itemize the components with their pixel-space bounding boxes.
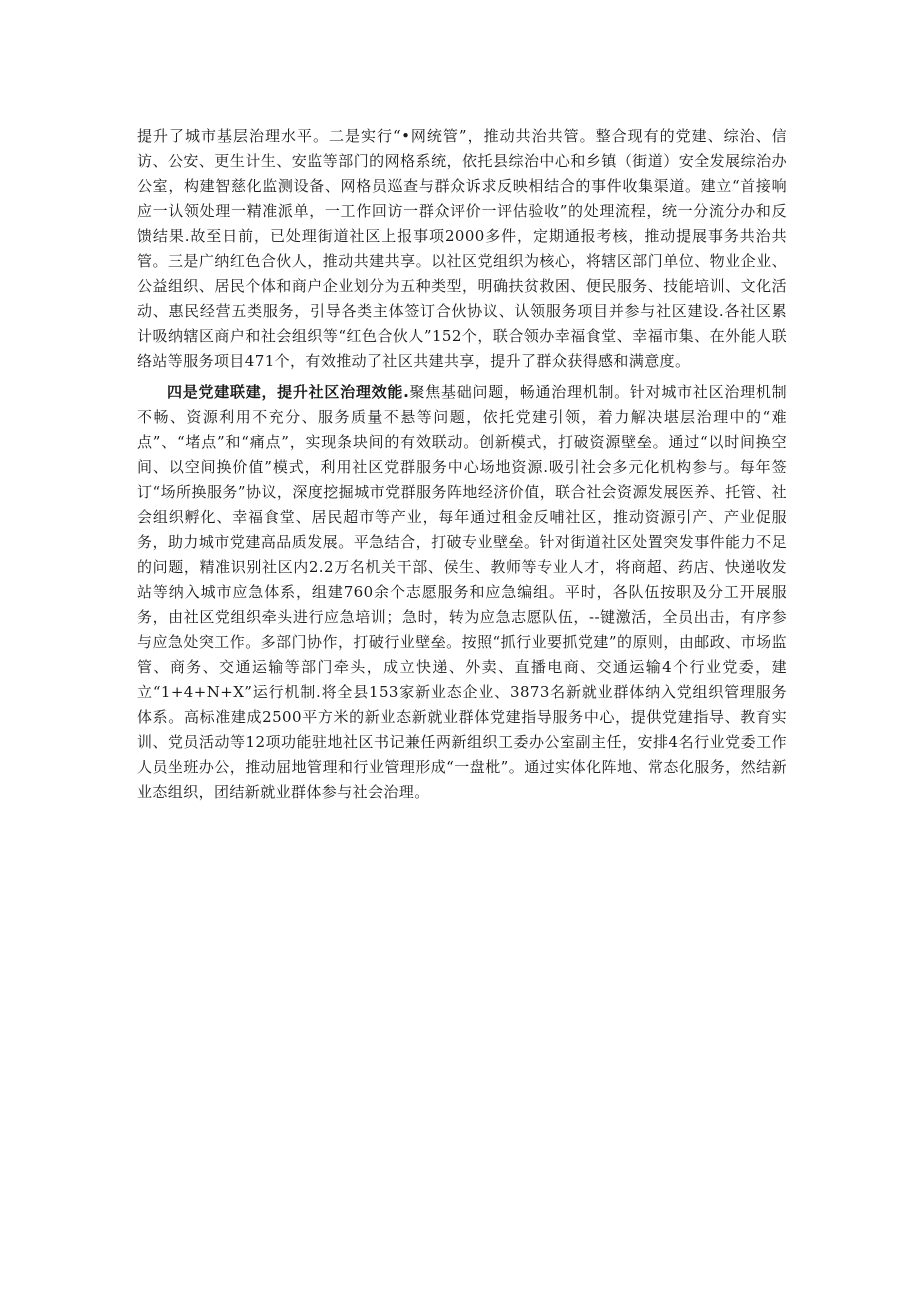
paragraph-2-body: 聚焦基础问题，畅通治理机制。针对城市社区治理机制不畅、资源利用不充分、服务质量不悬等问题，依托党建引领，着力解决堪层治理中的“难点”、“堵点”和“痛点”，实现条块间的有效联动。创新模式，打破资源壁垒。通过“以时间换空间、以空间换价值”模式，利用社区党群服务中心场地资源.吸引社会多元化机构参与。每年签订“场所换服务”协议，深度挖掘城市党群服务阵地经济价值，联合社会资源发展医养、托管、社会组织孵化、幸福食堂、居民超市等产业，每年通过租金反哺社区，推动资源引产、产业促服务，助力城市党建高品质发展。平急结合，打破专业壁垒。针对街道社区处置突发事件能力不足的问题，精准识别社区内2.2万名机关干部、侯生、教师等专业人才，将商超、药店、快递收发站等纳入城市应急体系，组建760余个志愿服务和应急编组。平时，各队伍按职及分工开展服务，由社区党组织牵头进行应急培训；急时，转为应急志愿队伍，--键激活，全员出击，有序参与应急处突工作。多部门协作，打破行业壁垒。按照“抓行业要抓党建”的原则，由邮政、市场监管、商务、交通运输等部门牵头，成立快递、外卖、直播电商、交通运输4个行业党委，建立“1+4+N+X”运行机制.将全县153家新业态企业、3873名新就业群体纳入党组织管理服务体系。高标准建成2500平方米的新业态新就业群体党建指导服务中心，提供党建指导、教育实训、党员活动等12项功能驻地社区书记兼任两新组织工委办公室副主任，安排4名行业党委工作人员坐班办公，推动屈地管理和行业管理形成“一盘枇”。通过实体化阵地、常态化服务，然结新业态组织，团结新就业群体参与社会治理。 — [137, 383, 787, 801]
paragraph-2 — [137, 380, 787, 805]
paragraph-2-heading: 四是党建联建，提升社区治理效能. — [167, 383, 410, 401]
paragraph-1: 提升了城市基层治理水平。二是实行“•网统管”，推动共治共管。整合现有的党建、综治、信访、公安、更生计生、安监等部门的网格系统，依托县综治中心和乡镇（街道）安全发展综治办公室，构建智慈化监测设备、网格员巡查与群众诉求反映相结合的事件收集渠道。建立“首接响应一认领处理一精准派单，一工作回访一群众评价一评估验收”的处理流程，统一分流分办和反馈结果.故至日前，已处理街道社区上报事项2000多件，定期通报考核，推动提展事务共治共管。三是广纳红色合伙人，推动共建共享。以社区党组织为核心，将辖区部门单位、物业企业、公益组织、居民个体和商户企业划分为五种类型，明确扶贫救困、便民服务、技能培训、文化活动、惠民经营五类服务，引导各类主体签订合伙协议、认领服务项目并参与社区建设.各社区累计吸纳辖区商户和社会组织等“红色合伙人”152个，联合领办幸福食堂、幸福市集、在外能人联络站等服务项目471个，有效推动了社区共建共享，提升了群众获得感和满意度。 — [137, 127, 787, 370]
document-page — [137, 124, 787, 811]
